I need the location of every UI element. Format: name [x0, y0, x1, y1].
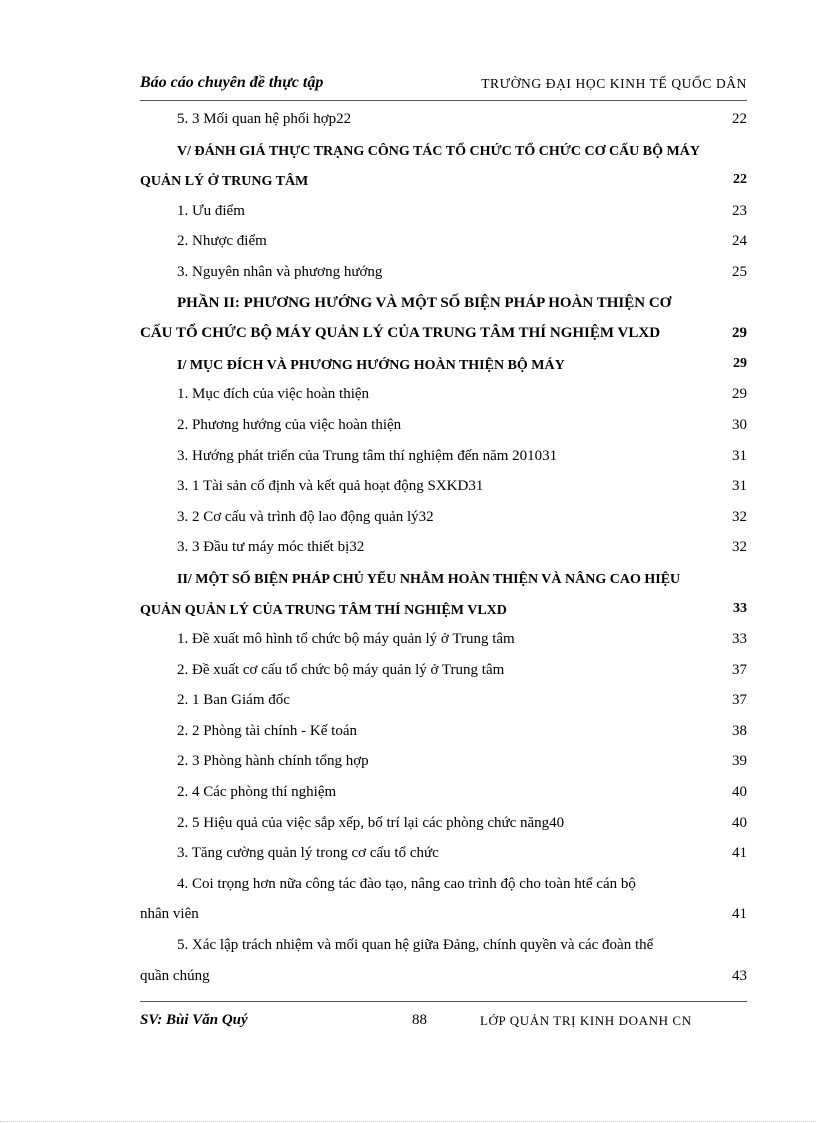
toc-entry-title: 2. 5 Hiệu quả của việc sắp xếp, bố trí lại các phòng chức năng40 — [177, 814, 565, 831]
toc-entry[interactable] — [140, 166, 747, 197]
toc-entry[interactable] — [140, 717, 747, 748]
toc-entry-page: 41 — [732, 845, 747, 862]
toc-entry[interactable] — [140, 595, 747, 626]
university-name: TRƯỜNG ĐẠI HỌC KINH TẾ QUỐC DÂN — [481, 76, 747, 91]
toc-entry-page: 32 — [732, 508, 747, 525]
toc-entry[interactable] — [140, 809, 747, 840]
toc-entry-page: 23 — [732, 202, 747, 219]
toc-entry[interactable] — [140, 472, 747, 503]
student-name: SV: Bùi Văn Quý — [140, 1012, 248, 1028]
toc-entry-title: 2. 3 Phòng hành chính tổng hợp — [177, 753, 369, 770]
toc-entry-title: 3. Tăng cường quản lý trong cơ cấu tổ chức — [177, 845, 439, 862]
toc-entry-title: 3. Hướng phát triển của Trung tâm thí nghiệm đến năm 201031 — [177, 447, 558, 464]
toc-entry-title: 2. Nhược điểm — [177, 233, 267, 250]
toc-entry-title: 5. 3 Mối quan hệ phối hợp22 — [177, 111, 352, 127]
toc-entry-title: QUẢN LÝ Ở TRUNG TÂM — [140, 174, 309, 190]
toc-entry-title: PHẦN II: PHƯƠNG HƯỚNG VÀ MỘT SỐ BIỆN PHÁP HOÀN THIỆN CƠ — [177, 294, 672, 311]
page-footer — [140, 1001, 747, 1032]
report-title: Báo cáo chuyên đề thực tập — [140, 74, 324, 91]
toc-entry-title: 2. 2 Phòng tài chính - Kế toán — [177, 722, 357, 739]
page-edge-divider — [0, 1121, 816, 1122]
toc-entry[interactable] — [140, 625, 747, 656]
toc-entry-page: 33 — [733, 600, 747, 616]
toc-entry-page: 38 — [732, 722, 747, 739]
toc-entry-page: 43 — [732, 967, 747, 984]
toc-entry[interactable] — [140, 136, 747, 167]
toc-entry-title: 2. 1 Ban Giám đốc — [177, 692, 290, 709]
toc-entry[interactable] — [140, 289, 747, 320]
toc-entry-title: 3. 1 Tài sản cố định và kết quả hoạt động SXKD31 — [177, 478, 484, 495]
toc-entry-title: quần chúng — [140, 967, 210, 984]
toc-entry-title: 3. 2 Cơ cấu và trình độ lao động quản lý32 — [177, 508, 434, 525]
toc-entry[interactable] — [140, 105, 747, 136]
page-number: 88 — [412, 1012, 427, 1028]
toc-entry-title: nhân viên — [140, 906, 199, 923]
toc-entry-title: 1. Ưu điểm — [177, 202, 245, 219]
toc-entry[interactable] — [140, 380, 747, 411]
toc-entry[interactable] — [140, 686, 747, 717]
toc-entry-title: 4. Coi trọng hơn nữa công tác đào tạo, nâng cao trình độ cho toàn htể cán bộ — [177, 875, 636, 892]
toc-entry-page: 33 — [732, 631, 747, 648]
toc-entry-title: CẤU TỔ CHỨC BỘ MÁY QUẢN LÝ CỦA TRUNG TÂM THÍ NGHIỆM VLXD — [140, 325, 661, 342]
toc-entry-page: 32 — [732, 539, 747, 556]
toc-entry[interactable] — [140, 319, 747, 350]
toc-entry-title: 5. Xác lập trách nhiệm và mối quan hệ giữa Đảng, chính quyền và các đoàn thể — [177, 937, 654, 954]
toc-entry[interactable] — [140, 442, 747, 473]
toc-entry[interactable] — [140, 503, 747, 534]
toc-entry-page: 29 — [733, 355, 747, 371]
toc-entry[interactable] — [140, 197, 747, 228]
toc-entry[interactable] — [140, 227, 747, 258]
toc-entry[interactable] — [140, 258, 747, 289]
toc-entry[interactable] — [140, 350, 747, 381]
toc-entry-title: 3. Nguyên nhân và phương hướng — [177, 263, 383, 280]
toc-entry[interactable] — [140, 533, 747, 564]
toc-entry-title: 1. Đề xuất mô hình tổ chức bộ máy quản lý ở Trung tâm — [177, 631, 515, 648]
toc-entry-page: 41 — [732, 906, 747, 923]
toc-entry-title: V/ ĐÁNH GIÁ THỰC TRẠNG CÔNG TÁC TỔ CHỨC TỔ CHỨC CƠ CẤU BỘ MÁY — [177, 143, 700, 159]
toc-entry-title: 2. Phương hướng của việc hoàn thiện — [177, 416, 402, 433]
toc-entry-title: QUẢN QUẢN LÝ CỦA TRUNG TÂM THÍ NGHIỆM VLXD — [140, 602, 507, 618]
toc-entry[interactable] — [140, 900, 747, 931]
toc-entry-title: 3. 3 Đầu tư máy móc thiết bị32 — [177, 539, 365, 556]
toc-entry-page: 40 — [732, 814, 747, 831]
toc-entry[interactable] — [140, 656, 747, 687]
toc-entry-page: 37 — [732, 661, 747, 678]
toc-entry[interactable] — [140, 931, 747, 962]
toc-entry[interactable] — [140, 564, 747, 595]
page-header — [140, 70, 747, 101]
toc-entry[interactable] — [140, 839, 747, 870]
toc-entry[interactable] — [140, 411, 747, 442]
toc-entry-title: 1. Mục đích của việc hoàn thiện — [177, 386, 370, 403]
toc-entry-title: I/ MỤC ĐÍCH VÀ PHƯƠNG HƯỚNG HOÀN THIỆN BỘ MÁY — [177, 357, 565, 373]
toc-entry-page: 22 — [732, 111, 747, 127]
toc-entry-page: 25 — [732, 263, 747, 280]
toc-entry-page: 30 — [732, 416, 747, 433]
toc-entry-page: 24 — [732, 233, 747, 250]
toc-entry-page: 31 — [732, 447, 747, 464]
toc-entry[interactable] — [140, 870, 747, 901]
toc-entry-title: II/ MỘT SỐ BIỆN PHÁP CHỦ YẾU NHẰM HOÀN THIỆN VÀ NÂNG CAO HIỆU — [177, 571, 681, 587]
toc-entry-page: 37 — [732, 692, 747, 709]
class-name: LỚP QUẢN TRỊ KINH DOANH CN — [480, 1013, 692, 1028]
toc-entry-title: 2. Đề xuất cơ cấu tổ chức bộ máy quản lý ở Trung tâm — [177, 661, 505, 678]
toc-entry-page: 29 — [732, 386, 747, 403]
table-of-contents — [140, 105, 747, 992]
toc-entry[interactable] — [140, 778, 747, 809]
toc-entry-page: 29 — [732, 325, 747, 342]
toc-entry-page: 31 — [732, 478, 747, 495]
toc-entry[interactable] — [140, 747, 747, 778]
toc-entry[interactable] — [140, 962, 747, 993]
toc-entry-page: 22 — [733, 172, 747, 188]
toc-entry-page: 40 — [732, 784, 747, 801]
toc-entry-page: 39 — [732, 753, 747, 770]
toc-entry-title: 2. 4 Các phòng thí nghiệm — [177, 784, 337, 801]
